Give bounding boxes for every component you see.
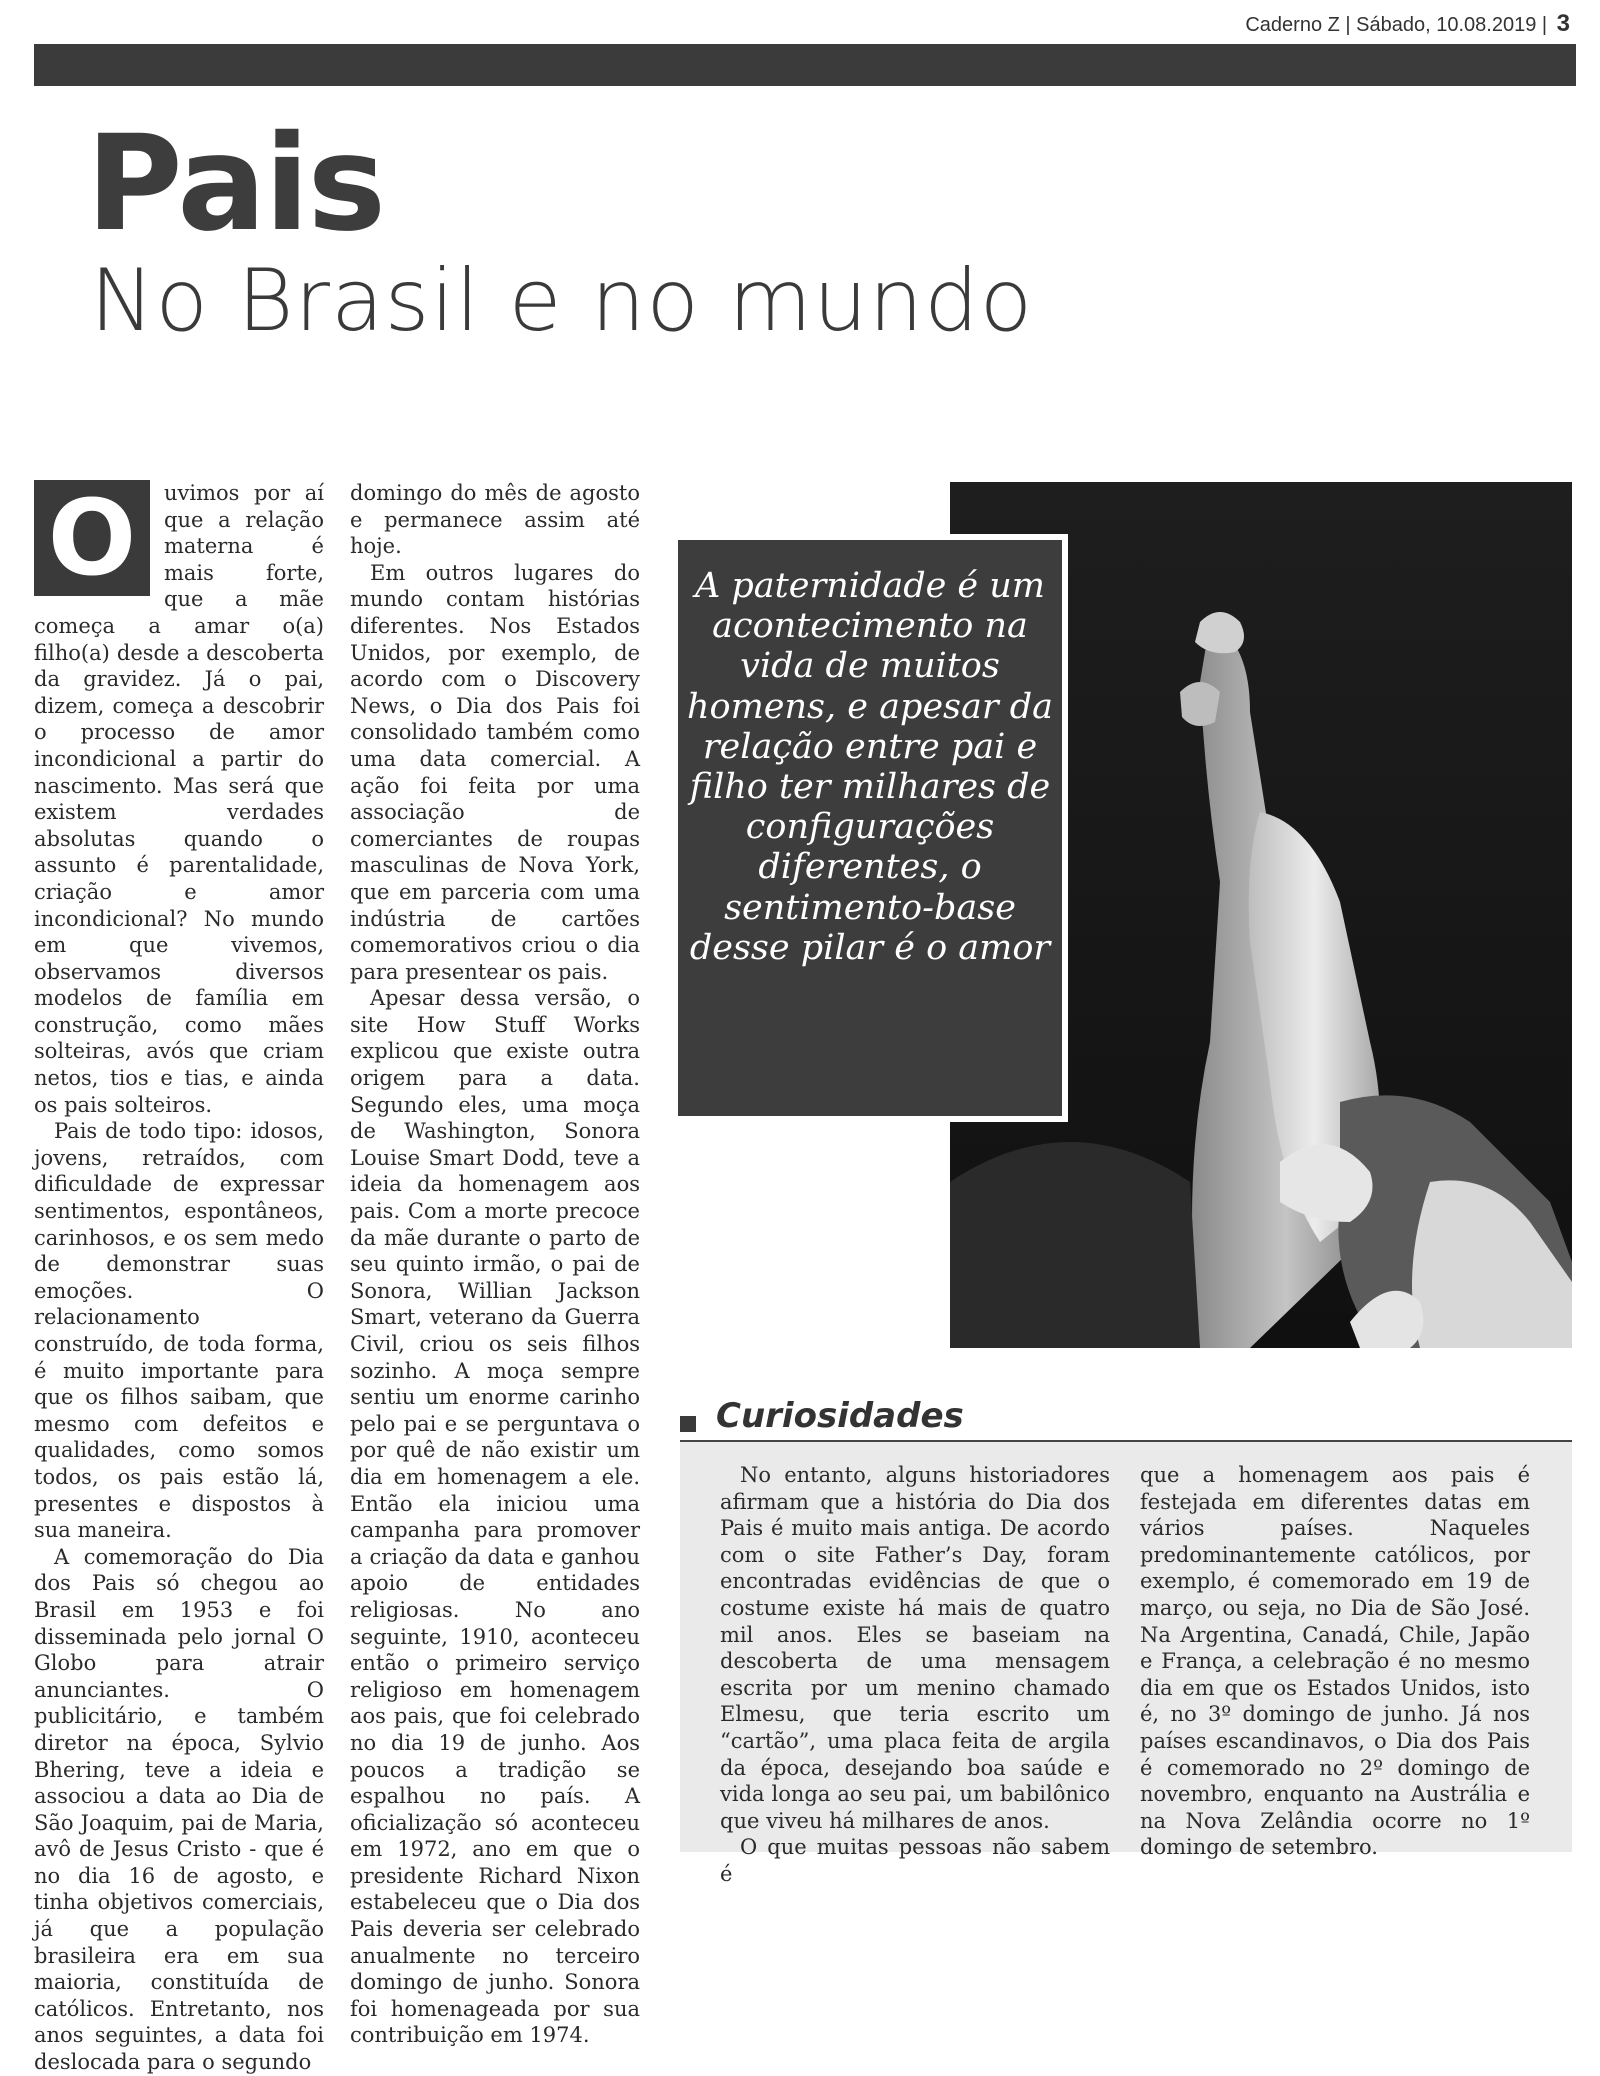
headline: Pais: [86, 107, 385, 261]
curiosidades-heading: Curiosidades: [716, 1396, 964, 1436]
article-paragraph: domingo do mês de agosto e permanece assim até hoje.: [350, 481, 640, 559]
article-paragraph: uvimos por aí que a relação materna é mais forte, que a mãe começa a amar o(a) filho(a) desde a descoberta da gravidez. Já o pai, dizem, começa a descobrir o processo de amor incondicional a partir do nascimento. Mas será que existem verdades absolutas quando o assunto é parentalidade, criação e amor incondicional? No mundo em que vivemos, observamos diversos modelos de família em construção, como mães solteiras, avós que criam netos, tios e tias, e ainda os pais solteiros.: [34, 481, 324, 1117]
subheadline: No Brasil e no mundo: [90, 251, 1034, 351]
article-column-1: [34, 477, 324, 2076]
curiosidades-paragraph: No entanto, alguns historiadores afirmam que a história do Dia dos Pais é muito mais antiga. De acordo com o site Father’s Day, foram encontradas evidências de que o costume existe há mais de quatro mil anos. Eles se baseiam na descoberta de uma mensagem escrita por um menino chamado Elmesu, que teria escrito um “cartão”, uma placa feita de argila da época, desejando boa saúde e vida longa ao seu pai, um babilônico que viveu há milhares de anos.: [720, 1463, 1110, 1833]
article-column-2: [350, 480, 640, 2049]
article-paragraph: Apesar dessa versão, o site How Stuff Works explicou que existe outra origem para a data. Segundo eles, uma moça de Washington, Sonora Louise Smart Dodd, teve a ideia da homenagem aos pais. Com a morte precoce da mãe durante o parto de seu quinto irmão, o pai de Sonora, Willian Jackson Smart, veterano da Guerra Civil, criou os seis filhos sozinho. A moça sempre sentiu um enorme carinho pelo pai e se perguntava o por quê de não existir um dia em homenagem a ele. Então ela iniciou uma campanha para promover a criação da data e ganhou apoio de entidades religiosas. No ano seguinte, 1910, aconteceu então o primeiro serviço religioso em homenagem aos pais, que foi celebrado no dia 19 de junho. Aos poucos a tradição se espalhou no país. A oficialização só aconteceu em 1972, ano em que o presidente Richard Nixon estabeleceu que o Dia dos Pais deveria ser celebrado anualmente no terceiro domingo de junho. Sonora foi homenageada por sua contribuição em 1974.: [350, 986, 640, 2048]
curiosidades-paragraph: O que muitas pessoas não sabem é: [720, 1835, 1110, 1886]
page-header: [1245, 10, 1570, 38]
curiosidades-box: [680, 1440, 1572, 1886]
drop-cap: O: [34, 480, 150, 596]
curiosidades-paragraph: que a homenagem aos pais é festejada em diferentes datas em vários países. Naqueles predominantemente católicos, por exemplo, é comemorado em 19 de março, ou seja, no Dia de São José. Na Argentina, Canadá, Chile, Japão e França, a celebração é no mesmo dia em que os Estados Unidos, isto é, no 3º domingo de junho. Já nos países escandinavos, o Dia dos Pais é comemorado no 2º domingo de novembro, enquanto na Austrália e na Nova Zelândia ocorre no 1º domingo de setembro.: [1140, 1463, 1530, 1860]
top-banner-bar: [34, 44, 1576, 86]
bullet-square-icon: [680, 1416, 696, 1432]
pull-quote-text: A paternidade é um acontecimento na vida de muitos homens, e apesar da relação entre pai e filho ter milhares de configurações diferentes, o sentimento-base desse pilar é o amor: [686, 566, 1054, 968]
page-number: 3: [1556, 10, 1570, 37]
article-paragraph: A comemoração do Dia dos Pais só chegou ao Brasil em 1953 e foi disseminada pelo jornal O Globo para atrair anunciantes. O publicitário, e também diretor na época, Sylvio Bhering, teve a ideia e associou a data ao Dia de São Joaquim, pai de Maria, avô de Jesus Cristo - que é no dia 16 de agosto, e tinha objetivos comerciais, já que a população brasileira era em sua maioria, constituída de católicos. Entretanto, nos anos seguintes, a data foi deslocada para o segundo: [34, 1544, 324, 2075]
curiosidades-column-1: [720, 1462, 1110, 1888]
article-paragraph: Em outros lugares do mundo contam histórias diferentes. Nos Estados Unidos, por exemplo, de acordo com o Discovery News, o Dia dos Pais foi consolidado também como uma data comercial. A ação foi feita por uma associação de comerciantes de roupas masculinas de Nova York, que em parceria com uma indústria de cartões comemorativos criou o dia para presentear os pais.: [350, 560, 640, 984]
article-paragraph: Pais de todo tipo: idosos, jovens, retraídos, com dificuldade de expressar sentimentos, espontâneos, carinhosos, e os sem medo de demonstrar suas emoções. O relacionamento construído, de toda forma, é muito importante para que os filhos saibam, que mesmo com defeitos e qualidades, como somos todos, os pais estão lá, presentes e dispostos à sua maneira.: [34, 1119, 324, 1543]
curiosidades-column-2: [1140, 1462, 1530, 1861]
section-date: Caderno Z | Sábado, 10.08.2019 |: [1245, 14, 1548, 36]
